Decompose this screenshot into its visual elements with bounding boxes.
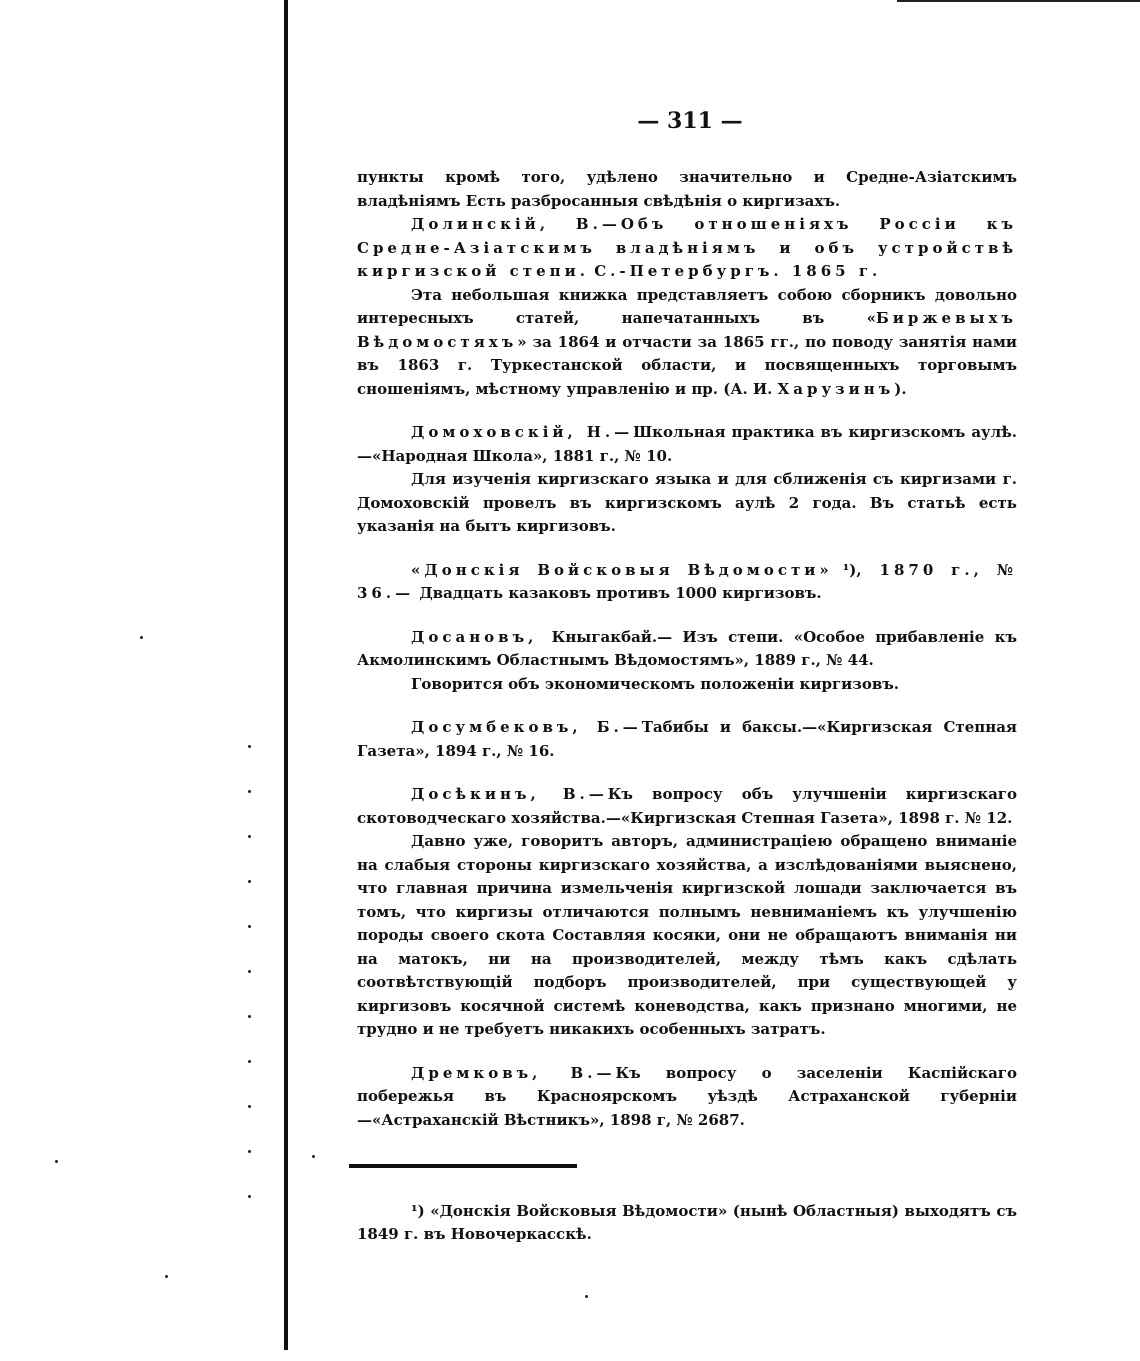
scan-speck [55, 1160, 58, 1163]
bib-author: Дремковъ, В.— [411, 1063, 616, 1082]
scan-speck [248, 880, 251, 883]
bib-title: Объ отношеніяхъ Россіи къ Средне-Азіатскимъ владѣніямъ и объ устройствѣ киргизской степи. [357, 215, 1017, 280]
scan-speck [585, 1295, 588, 1298]
scan-speck [248, 835, 251, 838]
bib-annotation: Для изученія киргизскаго языка и для сближенія съ киргизами г. Домоховскій провелъ въ киргизскомъ аулѣ 2 года. Въ статьѣ есть указанія на бытъ киргизовъ. [357, 470, 1017, 535]
bib-title: Школьная практика въ киргизскомъ аулѣ.—«Народная Школа», 1881 г., № 10. [357, 423, 1017, 465]
bib-entry-dremkov [357, 1062, 1017, 1133]
bib-annotation: Говорится объ экономическомъ положеніи киргизовъ. [411, 674, 900, 693]
bib-citation [357, 421, 1017, 468]
bib-journal: «Донскія Войсковыя Вѣдомости» [411, 560, 833, 579]
scan-speck [248, 745, 251, 748]
bib-title: Двадцать казаковъ противъ 1000 киргизовъ. [419, 584, 822, 602]
bib-author-first: Кныгакбай.— [551, 627, 673, 646]
bib-title: Къ вопросу объ улучшеніи киргизскаго скотоводческаго хозяйства.—«Киргизская Степная Газета», 1898 г. № 12. [357, 785, 1018, 827]
scan-speck [248, 790, 251, 793]
bib-citation [357, 716, 1017, 763]
scan-speck [165, 1275, 168, 1278]
bib-citation [357, 626, 1017, 673]
bib-author: Домоховскій, Н.— [411, 423, 634, 441]
scan-speck [140, 636, 143, 639]
bib-citation [357, 1062, 1017, 1133]
bib-title: Изъ степи. «Особое прибавленіе къ Акмолинскимъ Областнымъ Вѣдомостямъ», 1889 г., № 44. [357, 627, 1017, 669]
bib-entry-dosekin [357, 783, 1017, 1042]
bib-entry-dolinsky [357, 213, 1017, 401]
footnote-mark: ¹) [842, 560, 857, 579]
annotation-signature: Харузинъ [777, 379, 895, 398]
bib-citation [357, 213, 1017, 284]
bib-publication: С.-Петербургъ. 1865 г. [594, 262, 882, 280]
bib-author: Досумбековъ, Б.— [411, 718, 642, 736]
bib-entry-dosumbekov [357, 716, 1017, 763]
scan-speck [248, 1015, 251, 1018]
bib-author: Долинскій, В.— [411, 215, 621, 233]
bib-citation [357, 783, 1017, 830]
bib-journal: Биржевыхъ Вѣдомостяхъ [357, 309, 1017, 351]
bib-title: Табибы и баксы.—«Киргизская Степная Газета», 1894 г., № 16. [357, 718, 1018, 760]
bib-annotation: Эта небольшая книжка представляетъ собою сборникъ довольно интересныхъ статей, напечатанныхъ въ «Биржевыхъ Вѣдомостяхъ» за 1864 и отчасти за 1865 гг., по поводу занятія нами въ 1863 г. Туркестанской области, и посвященныхъ торговымъ сношеніямъ, мѣстному управленію и пр. (А. И. Харузинъ). [357, 285, 1017, 398]
scan-speck [248, 1105, 251, 1108]
top-right-rule [897, 0, 1140, 2]
bib-citation [357, 559, 1017, 606]
bib-details: , 1870 г., № 36.— [357, 560, 1018, 602]
scan-speck [248, 1195, 251, 1198]
bib-author: Досановъ, [411, 627, 552, 646]
scan-speck [248, 1150, 251, 1153]
footnote: ¹) «Донскія Войсковыя Вѣдомости» (нынѣ Областныя) выходятъ съ 1849 г. въ Новочеркасскѣ. [357, 1202, 1017, 1243]
bib-title: Къ вопросу о заселеніи Каспійскаго побережья въ Красноярскомъ уѣздѣ Астраханской губерніи—«Астраханскій Вѣстникъ», 1898 г, № 2687. [357, 1063, 1017, 1129]
bib-entry-donskiya [357, 559, 1017, 606]
scan-speck [312, 1155, 315, 1158]
scan-speck [248, 970, 251, 973]
scan-speck [248, 1060, 251, 1063]
bib-annotation: Давно уже, говоритъ авторъ, администраціею обращено вниманіе на слабыя стороны киргизскаго хозяйства, а изслѣдованіями выяснено, что главная причина измельченія киргизской лошади заключается въ томъ, что киргизы отличаются полнымъ невниманіемъ къ улучшенію породы своего скота Составляя косяки, они не обращаютъ вниманія ни на матокъ, ни на производителей, между тѣмъ какъ сдѣлать соотвѣтствующій подборъ производителей, при существующей у киргизовъ косячной системѣ коневодства, какъ признано многими, не трудно и не требуетъ никакихъ особенныхъ затратъ. [357, 832, 1017, 1038]
bib-entry-domokhovsky [357, 421, 1017, 539]
bib-author: Досѣкинъ, В.— [411, 785, 608, 803]
page-number: — 311 — [637, 108, 743, 134]
bibliography-column [357, 166, 1017, 1152]
scan-speck [248, 925, 251, 928]
page-binding-line [284, 0, 288, 1350]
bib-entry-dosanov [357, 626, 1017, 697]
footnote-rule [349, 1164, 577, 1168]
continuation-paragraph: пункты кромѣ того, удѣлено значительно и Средне-Азіатскимъ владѣніямъ Есть разбросанныя свѣдѣнія о киргизахъ. [357, 168, 1017, 210]
